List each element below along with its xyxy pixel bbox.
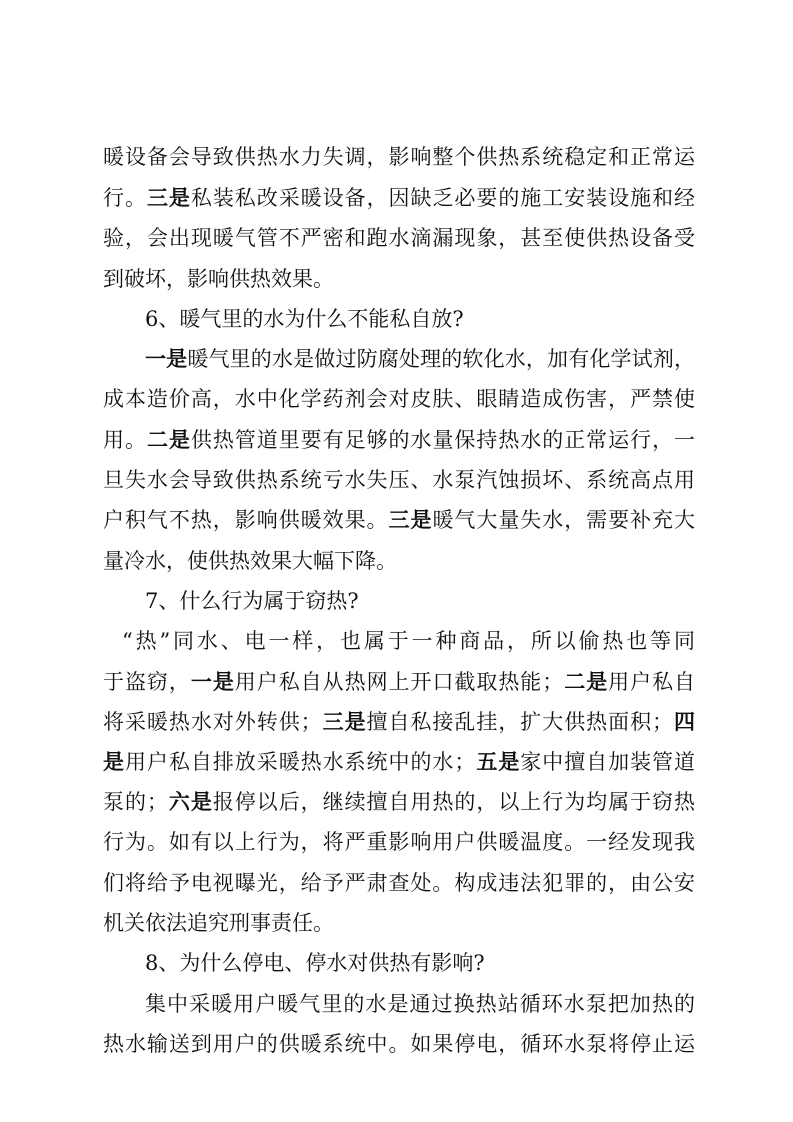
heading-text: 6、暖气里的水为什么不能私自放? bbox=[145, 307, 464, 331]
text-run: 行。 bbox=[103, 186, 147, 210]
paragraph-line bbox=[103, 786, 695, 818]
paragraph-line bbox=[122, 625, 695, 657]
text-run: 们将给予电视曝光，给予严肃查处。构成违法犯罪的，由公安 bbox=[103, 871, 695, 895]
text-run: 用户私自从热网上开口截取热能； bbox=[234, 670, 564, 694]
paragraph-line bbox=[103, 907, 695, 939]
paragraph-line bbox=[103, 141, 695, 173]
paragraph-line bbox=[103, 424, 695, 456]
text-run: 于盗窃， bbox=[103, 670, 191, 694]
text-run: 暖气里的水是做过防腐处理的软化水，加有化学试剂， bbox=[187, 347, 696, 371]
text-run: 机关依法追究刑事责任。 bbox=[103, 911, 334, 935]
paragraph-line bbox=[103, 666, 695, 698]
paragraph-line bbox=[103, 464, 695, 496]
bold-emphasis: 三是 bbox=[321, 710, 367, 734]
bold-emphasis: 二是 bbox=[563, 670, 609, 694]
text-run: 行为。如有以上行为，将严重影响用户供暖温度。一经发现我 bbox=[103, 830, 695, 854]
paragraph-line bbox=[103, 182, 695, 214]
bold-emphasis: 一是 bbox=[190, 670, 235, 694]
paragraph-line bbox=[103, 1028, 695, 1060]
text-run: 泵的； bbox=[103, 790, 168, 814]
text-run: 暖气大量失水，需要补充大 bbox=[432, 508, 696, 532]
text-run: 报停以后，继续擅自用热的，以上行为均属于窃热 bbox=[212, 790, 696, 814]
text-run: 量冷水，使供热效果大幅下降。 bbox=[103, 549, 397, 573]
text-run: 将采暖热水对外转供； bbox=[103, 710, 322, 734]
text-run: 供热管道里要有足够的水量保持热水的正常运行，一 bbox=[190, 428, 696, 452]
paragraph-line bbox=[103, 222, 695, 254]
text-run: 用。 bbox=[103, 428, 147, 452]
text-run: 到破坏，影响供热效果。 bbox=[103, 267, 334, 291]
bold-emphasis: 三是 bbox=[146, 186, 191, 210]
text-run: 验，会出现暖气管不严密和跑水滴漏现象，甚至使供热设备受 bbox=[103, 226, 695, 250]
text-run: 热水输送到用户的供暖系统中。如果停电，循环水泵将停止运 bbox=[103, 1032, 695, 1056]
bold-emphasis: 一是 bbox=[145, 347, 188, 371]
bold-emphasis: 五是 bbox=[475, 750, 521, 774]
paragraph-line bbox=[145, 988, 695, 1020]
bold-emphasis: 六是 bbox=[167, 790, 213, 814]
text-run: 户积气不热，影响供暖效果。 bbox=[103, 508, 389, 532]
bold-emphasis: 是 bbox=[103, 750, 125, 774]
paragraph-line bbox=[103, 545, 695, 577]
text-run: 旦失水会导致供热系统亏水失压、水泵汽蚀损坏、系统高点用 bbox=[103, 468, 695, 492]
section-heading-6 bbox=[145, 303, 737, 335]
heading-text: 7、什么行为属于窃热? bbox=[145, 589, 359, 613]
paragraph-line bbox=[103, 746, 695, 778]
text-run: 用户私自 bbox=[608, 670, 696, 694]
text-run: 私装私改采暖设备，因缺乏必要的施工安装设施和经 bbox=[190, 186, 696, 210]
paragraph-line bbox=[103, 263, 695, 295]
paragraph-line bbox=[145, 343, 695, 375]
bold-emphasis: 三是 bbox=[388, 508, 433, 532]
text-run: 成本造价高，水中化学药剂会对皮肤、眼睛造成伤害，严禁使 bbox=[103, 387, 695, 411]
text-run: 用户私自排放采暖热水系统中的水； bbox=[124, 750, 476, 774]
paragraph-line bbox=[103, 826, 695, 858]
text-run: 擅自私接乱挂，扩大供热面积； bbox=[366, 710, 674, 734]
bold-emphasis: 二是 bbox=[146, 428, 191, 452]
paragraph-line bbox=[103, 504, 695, 536]
bold-emphasis: 四 bbox=[673, 710, 696, 734]
text-run: 暖设备会导致供热水力失调，影响整个供热系统稳定和正常运 bbox=[103, 145, 695, 169]
text-run: 集中采暖用户暖气里的水是通过换热站循环水泵把加热的 bbox=[145, 992, 695, 1016]
paragraph-line bbox=[103, 867, 695, 899]
heading-text: 8、为什么停电、停水对供热有影响? bbox=[145, 951, 485, 975]
text-run: “热”同水、电一样，也属于一种商品，所以偷热也等同 bbox=[122, 629, 695, 653]
section-heading-7 bbox=[145, 585, 737, 617]
paragraph-line bbox=[103, 383, 695, 415]
paragraph-line bbox=[103, 706, 695, 738]
text-run: 家中擅自加装管道 bbox=[520, 750, 696, 774]
section-heading-8 bbox=[145, 947, 737, 979]
